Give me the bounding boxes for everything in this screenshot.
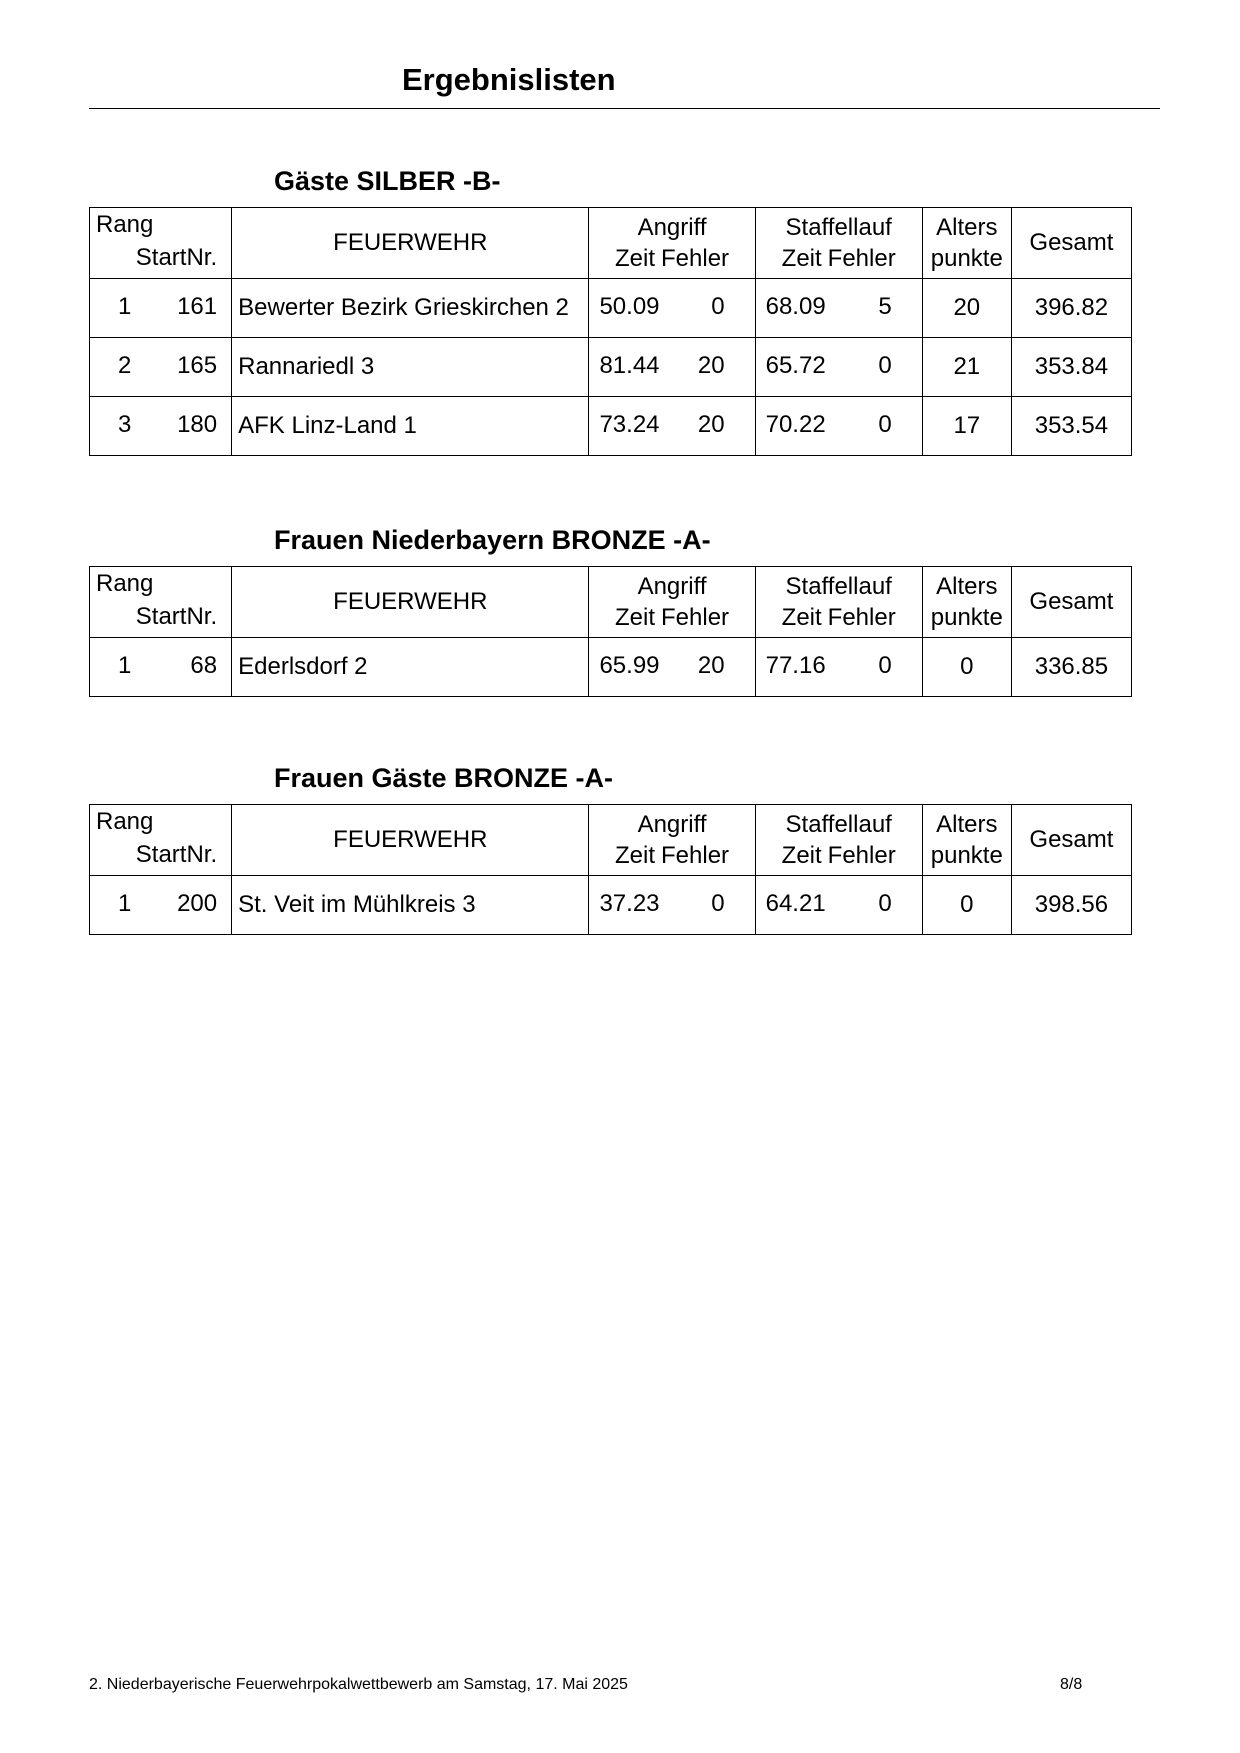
- angriff-values: [589, 638, 754, 696]
- gesamt-value: 353.54: [1011, 397, 1131, 456]
- header-fehler: Fehler: [827, 842, 896, 869]
- gesamt-value: 396.82: [1011, 279, 1131, 338]
- rank-startnr: [90, 279, 231, 337]
- table-body: [90, 805, 1132, 935]
- staffellauf-fehler-value: 0: [878, 411, 892, 438]
- feuerwehr-name: Bewerter Bezirk Grieskirchen 2: [232, 279, 589, 338]
- header-cell-gesamt: Gesamt: [1011, 208, 1131, 279]
- header-zeit-fehler: [756, 243, 922, 274]
- staffellauf-values: [756, 638, 922, 696]
- startnr-value: 161: [177, 293, 218, 320]
- header-fehler: Fehler: [661, 604, 730, 631]
- feuerwehr-name: St. Veit im Mühlkreis 3: [232, 876, 589, 935]
- header-punkte: punkte: [930, 245, 1003, 272]
- rank-startnr: [90, 397, 231, 455]
- footer-page-number: 8/8: [1060, 1676, 1083, 1693]
- cell-rang-startnr: [90, 279, 232, 338]
- rank-startnr: [90, 876, 231, 934]
- gesamt-value: 353.84: [1011, 338, 1131, 397]
- header-cell-alterspunkte: [922, 208, 1011, 279]
- feuerwehr-name: Rannariedl 3: [232, 338, 589, 397]
- table-body: [90, 208, 1132, 456]
- cell-angriff: [589, 338, 755, 397]
- rang-startnr-header: [90, 208, 231, 278]
- staffellauf-zeit-value: 77.16: [765, 652, 826, 679]
- header-cell-angriff: [589, 805, 755, 876]
- section-title: Frauen Gäste BRONZE -A-: [274, 763, 614, 793]
- alterspunkte-value: 0: [922, 876, 1011, 935]
- header-zeit: Zeit: [615, 604, 656, 631]
- header-angriff: Angriff: [637, 214, 707, 241]
- startnr-value: 165: [177, 352, 218, 379]
- results-table: [89, 566, 1132, 697]
- table-row: [90, 397, 1132, 456]
- page-title: Ergebnislisten: [402, 62, 616, 97]
- staffellauf-values: [756, 279, 922, 337]
- alterspunkte-value: 0: [922, 638, 1011, 697]
- table-row: [90, 338, 1132, 397]
- rank-value: 1: [118, 652, 132, 679]
- header-fehler: Fehler: [661, 245, 730, 272]
- table-header-row: [90, 567, 1132, 638]
- alterspunkte-value: 21: [922, 338, 1011, 397]
- angriff-fehler-value: 0: [711, 293, 725, 320]
- angriff-zeit-value: 65.99: [599, 652, 660, 679]
- angriff-fehler-value: 20: [697, 652, 725, 679]
- rang-startnr-header: [90, 805, 231, 875]
- cell-staffellauf: [755, 279, 922, 338]
- header-cell-angriff: [589, 208, 755, 279]
- angriff-values: [589, 876, 754, 934]
- header-rang: Rang: [96, 211, 154, 238]
- footer-event: 2. Niederbayerische Feuerwehrpokalwettbewerb am Samstag, 17. Mai 2025: [89, 1676, 628, 1693]
- header-zeit: Zeit: [781, 245, 822, 272]
- staffellauf-zeit-value: 68.09: [765, 293, 826, 320]
- angriff-fehler-value: 0: [711, 890, 725, 917]
- feuerwehr-name: Ederlsdorf 2: [232, 638, 589, 697]
- header-cell-alterspunkte: [922, 567, 1011, 638]
- header-zeit-fehler: [589, 243, 754, 274]
- rank-value: 3: [118, 411, 132, 438]
- cell-rang-startnr: [90, 876, 232, 935]
- header-zeit: Zeit: [615, 842, 656, 869]
- rank-startnr: [90, 638, 231, 696]
- header-staffellauf: Staffellauf: [785, 573, 892, 600]
- header-cell-rang-startnr: [90, 805, 232, 876]
- header-punkte: punkte: [930, 604, 1003, 631]
- header-startnr: StartNr.: [135, 603, 218, 630]
- results-table: [89, 804, 1132, 935]
- staffellauf-values: [756, 338, 922, 396]
- cell-staffellauf: [755, 638, 922, 697]
- angriff-zeit-value: 73.24: [599, 411, 660, 438]
- angriff-values: [589, 338, 754, 396]
- table-row: [90, 876, 1132, 935]
- angriff-zeit-value: 81.44: [599, 352, 660, 379]
- header-alters: Alters: [936, 214, 998, 241]
- header-zeit-fehler: [756, 602, 922, 633]
- title-divider: [89, 108, 1160, 109]
- header-zeit-fehler: [589, 602, 754, 633]
- header-zeit: Zeit: [781, 604, 822, 631]
- cell-angriff: [589, 397, 755, 456]
- header-fehler: Fehler: [661, 842, 730, 869]
- cell-rang-startnr: [90, 397, 232, 456]
- cell-rang-startnr: [90, 338, 232, 397]
- staffellauf-zeit-value: 64.21: [765, 890, 826, 917]
- feuerwehr-name: AFK Linz-Land 1: [232, 397, 589, 456]
- results-table: [89, 207, 1132, 456]
- header-staffellauf: Staffellauf: [785, 811, 892, 838]
- table-body: [90, 567, 1132, 697]
- gesamt-value: 336.85: [1011, 638, 1131, 697]
- angriff-values: [589, 279, 754, 337]
- header-startnr: StartNr.: [135, 244, 218, 271]
- staffellauf-fehler-value: 0: [878, 352, 892, 379]
- header-angriff: Angriff: [637, 573, 707, 600]
- header-startnr: StartNr.: [135, 841, 218, 868]
- cell-angriff: [589, 638, 755, 697]
- header-zeit-fehler: [589, 840, 754, 871]
- section-title: Frauen Niederbayern BRONZE -A-: [274, 525, 711, 555]
- cell-staffellauf: [755, 397, 922, 456]
- header-cell-alterspunkte: [922, 805, 1011, 876]
- staffellauf-values: [756, 397, 922, 455]
- angriff-zeit-value: 50.09: [599, 293, 660, 320]
- angriff-fehler-value: 20: [697, 352, 725, 379]
- header-punkte: punkte: [930, 842, 1003, 869]
- staffellauf-fehler-value: 0: [878, 652, 892, 679]
- header-cell-staffellauf: [755, 208, 922, 279]
- cell-staffellauf: [755, 876, 922, 935]
- header-cell-feuerwehr: FEUERWEHR: [232, 805, 589, 876]
- header-cell-gesamt: Gesamt: [1011, 567, 1131, 638]
- rank-startnr: [90, 338, 231, 396]
- header-zeit: Zeit: [781, 842, 822, 869]
- header-alters: Alters: [936, 573, 998, 600]
- cell-rang-startnr: [90, 638, 232, 697]
- table-row: [90, 638, 1132, 697]
- table-header-row: [90, 805, 1132, 876]
- alterspunkte-value: 20: [922, 279, 1011, 338]
- header-zeit-fehler: [756, 840, 922, 871]
- rank-value: 1: [118, 293, 132, 320]
- alterspunkte-value: 17: [922, 397, 1011, 456]
- header-rang: Rang: [96, 570, 154, 597]
- staffellauf-fehler-value: 5: [878, 293, 892, 320]
- angriff-fehler-value: 20: [697, 411, 725, 438]
- header-zeit: Zeit: [615, 245, 656, 272]
- cell-angriff: [589, 876, 755, 935]
- section-title: Gäste SILBER -B-: [274, 166, 501, 196]
- header-cell-gesamt: Gesamt: [1011, 805, 1131, 876]
- header-cell-feuerwehr: FEUERWEHR: [232, 208, 589, 279]
- header-alters: Alters: [936, 811, 998, 838]
- staffellauf-zeit-value: 70.22: [765, 411, 826, 438]
- header-fehler: Fehler: [827, 245, 896, 272]
- startnr-value: 68: [190, 652, 218, 679]
- staffellauf-values: [756, 876, 922, 934]
- staffellauf-fehler-value: 0: [878, 890, 892, 917]
- angriff-values: [589, 397, 754, 455]
- cell-angriff: [589, 279, 755, 338]
- header-cell-staffellauf: [755, 805, 922, 876]
- angriff-zeit-value: 37.23: [599, 890, 660, 917]
- gesamt-value: 398.56: [1011, 876, 1131, 935]
- header-cell-staffellauf: [755, 567, 922, 638]
- staffellauf-zeit-value: 65.72: [765, 352, 826, 379]
- header-cell-rang-startnr: [90, 567, 232, 638]
- startnr-value: 180: [177, 411, 218, 438]
- rank-value: 1: [118, 890, 132, 917]
- table-header-row: [90, 208, 1132, 279]
- header-cell-rang-startnr: [90, 208, 232, 279]
- table-row: [90, 279, 1132, 338]
- header-staffellauf: Staffellauf: [785, 214, 892, 241]
- rank-value: 2: [118, 352, 132, 379]
- header-angriff: Angriff: [637, 811, 707, 838]
- header-fehler: Fehler: [827, 604, 896, 631]
- cell-staffellauf: [755, 338, 922, 397]
- rang-startnr-header: [90, 567, 231, 637]
- startnr-value: 200: [177, 890, 218, 917]
- header-cell-angriff: [589, 567, 755, 638]
- header-cell-feuerwehr: FEUERWEHR: [232, 567, 589, 638]
- header-rang: Rang: [96, 808, 154, 835]
